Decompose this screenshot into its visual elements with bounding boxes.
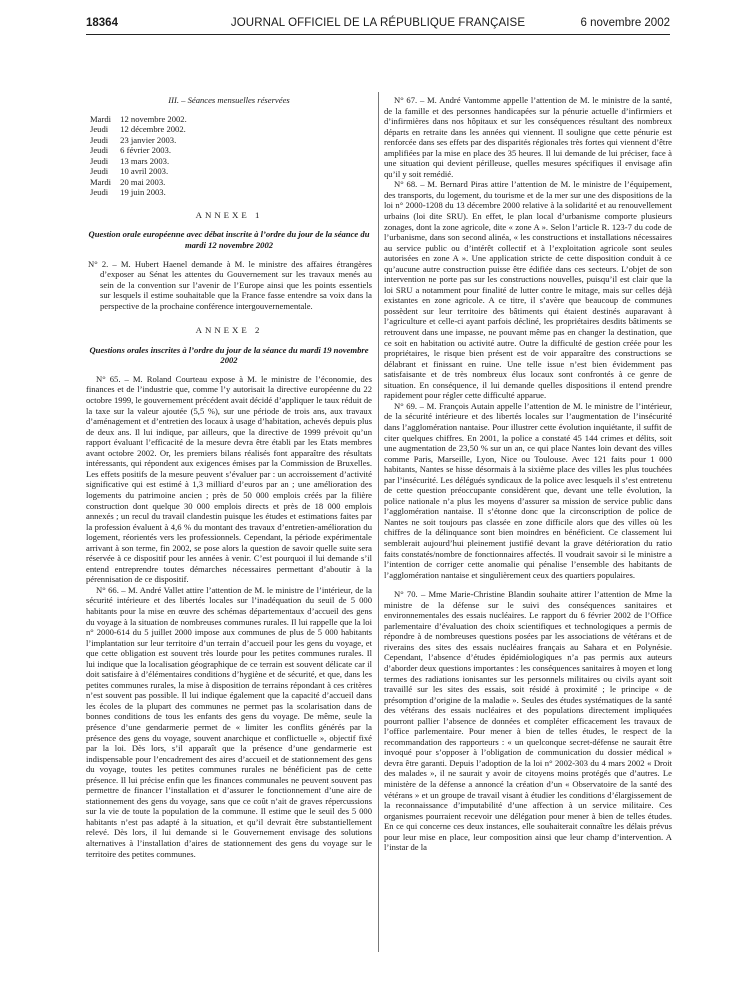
schedule-day: Mardi	[90, 113, 112, 124]
annex-2-subtitle: Questions orales inscrites à l’ordre du jour de la séance du mardi 19 novembre 2002	[89, 344, 369, 366]
schedule-date: 6 février 2003.	[120, 145, 171, 156]
schedule-date: 12 novembre 2002.	[120, 113, 187, 124]
schedule-day: Jeudi	[90, 155, 109, 166]
page-header	[86, 14, 670, 35]
schedule-day: Jeudi	[90, 166, 109, 177]
schedule-row	[90, 145, 372, 156]
schedule-date: 19 juin 2003.	[120, 187, 166, 198]
schedule-day: Jeudi	[90, 145, 109, 156]
schedule-row	[90, 156, 372, 167]
schedule-date: 12 décembre 2002.	[120, 124, 186, 135]
schedule-date: 13 mars 2003.	[120, 155, 170, 166]
schedule-date: 20 mai 2003.	[120, 176, 166, 187]
column-divider	[378, 92, 379, 952]
schedule-row	[90, 177, 372, 188]
schedule-date: 10 avril 2003.	[120, 166, 169, 177]
schedule-row	[90, 135, 372, 146]
annex-1-subtitle: Question orale européenne avec débat inscrite à l’ordre du jour de la séance du mardi 12 novembre 2002	[88, 229, 370, 251]
section-title: III. – Séances mensuelles réservées	[168, 95, 290, 105]
right-column	[384, 95, 672, 853]
schedule-day: Jeudi	[90, 187, 109, 198]
question-67: N° 67. – M. André Vantomme appelle l’attention de M. le ministre de la santé, de la famille et des personnes handicapées sur la pénurie actuelle d’infirmiers et d’infirmières dans nos hôpitaux et sur les conséquences résultant des nombreux départs en retraite dans les années qui viennent. Il souligne que cette pénurie est renforcée dans ses effets par des disparités régionales très fortes qui viennent d’être amplifiées par la mise en place des 35 heures. Il lui demande de lui préciser, face à une situation qui devient périlleuse, quelles mesures spécifiques il envisage afin qu’il y soit remédié.	[384, 95, 672, 179]
schedule-row	[90, 114, 372, 125]
schedule-row	[90, 124, 372, 135]
question-70: N° 70. – Mme Marie-Christine Blandin souhaite attirer l’attention de Mme la ministre de la défense sur le suivi des conséquences sanitaires et environnementales des essais nucléaires. Le rapport du 6 février 2002 de l’Office parlementaire d’évaluation des choix scientifiques et technologiques a permis de répondre à de nombreuses questions posées par les associations de vétérans et de riverains des sites des essais nucléaires français au Sahara et en Polynésie. Cependant, l’absence d’études épidémiologiques n’a pas permis aux auteurs d’aborder deux questions importantes : les conséquences sanitaires à moyen et long termes des radiations ionisantes sur les personnels militaires ou civils ayant soit travaillé sur les sites des essais, soit résidé à proximité ; le principe « de présomption d’origine de la maladie ». Seules des études systématiques de la santé des vétérans des essais nucléaires et des populations directement impliquées pourront pallier l’absence de données et compléter efficacement les travaux de l’office parlementaire. Pour mener à bien de telles études, le respect de la recommandation des rapporteurs : « un quelconque secret-défense ne saurait être invoqué pour s’opposer à l’obligation de communication du dossier médical » devra être garanti. Depuis l’adoption de la loi n° 2002-303 du 4 mars 2002 « Droit des malades », il ne saurait y avoir de citoyens moins protégés que d’autres. Le ministère de la défense a annoncé la création d’un « Observatoire de la santé des vétérans » et un groupe de travail visant à étudier les conditions d’élargissement de la reconnaissance d’imputabilité d’une affection à un service militaire. Ces organismes pourraient recevoir une délégation pour mener à bien de telles études. En ce qui concerne ces deux instances, elle souhaiterait connaître les délais prévus pour leur mise en place, leur composition ainsi que leur champ d’intervention. A l’instar de la	[384, 589, 672, 853]
schedule-day: Mardi	[90, 176, 112, 187]
question-69: N° 69. – M. François Autain appelle l’attention de M. le ministre de l’intérieur, de la sécurité intérieure et des libertés locales sur l’augmentation de l’insécurité dans l’agglomération nantaise. Pour illustrer cette évolution inquiétante, il suffit de citer quelques chiffres. En 2001, la police a constaté 45 144 crimes et délits, soit une augmentation de 23,50 % sur un an, ce qui place Nantes loin devant des villes comme Paris, Marseille, Lyon, Nice ou Toulouse. Avec 121 faits pour 1 000 habitants, Nantes se hisse désormais à la sixième place des villes les plus touchées par l’insécurité. Les délégués syndicaux de la police avec lesquels il s’est entretenu de cette question préoccupante considèrent que, devant une telle évolution, la police nationale n’a plus les moyens d’assurer sa mission de service public dans l’agglomération nantaise. Il s’étonne donc que la circonscription de police de Nantes ne soit toujours pas classée en zone difficile alors que des villes où les chiffres de la délinquance sont bien moindres en bénéficient. Ce classement lui semblerait aujourd’hui pleinement justifié devant la grave détérioration du ratio faits constatés/nombre de fonctionnaires affectés. Il voudrait savoir si le ministre a l’intention de corriger cette anomalie qui pénalise l’ensemble des habitants de l’agglomération nantaise et singulièrement ceux des quartiers populaires.	[384, 400, 672, 580]
question-68: N° 68. – M. Bernard Piras attire l’attention de M. le ministre de l’équipement, des transports, du logement, du tourisme et de la mer sur une des dispositions de la loi n° 2000-1208 du 13 décembre 2000 relative à la solidarité et au renouvellement urbains (loi dite SRU). En effet, le plan local d’urbanisme comporte plusieurs zonages, dont la zone agricole, dite « zone A ». Selon l’article R. 123-7 du code de l’urbanisme, dans son second alinéa, « les constructions et installations nécessaires au service public ou d’intérêt collectif et à l’exploitation agricole sont seules autorisées en zone A ». Une application stricte de cette disposition conduit à ce qu’aucune autre construction puisse être édifiée dans ces secteurs. L’objet de son intervention ne porte pas sur les constructions nouvelles, puisqu’il est clair que la loi SRU a notamment pour finalité de lutter contre le mitage, mais sur celles déjà existantes en zone agricole. A ce titre, il s’avère que beaucoup de communes possèdent sur leur territoire des bâtiments qui étaient destinés auparavant à l’agriculture et celle-ci ayant parfois décliné, les propriétaires desdits bâtiments se retrouvent dans une impasse, ne pouvant même pas en changer la destination, que ce soit en habitation ou activité autre. Outre la difficulté de gestion créée pour les propriétaires, le risque bien présent est de voir apparaître des constructions se délabrant et finissant en ruine. Une telle issue n’est bien évidemment pas satisfaisante et de très nombreux élus locaux sont confrontés à ce genre de situation. En conséquence, il lui demande quelles dispositions il entend prendre rapidement pour régler cette difficulté apparue.	[384, 179, 672, 401]
journal-title: JOURNAL OFFICIEL DE LA RÉPUBLIQUE FRANÇAISE	[230, 17, 526, 29]
issue-date: 6 novembre 2002	[580, 17, 670, 29]
annex-1-title: ANNEXE 1	[195, 209, 263, 220]
schedule-day: Jeudi	[90, 124, 109, 135]
schedule-date: 23 janvier 2003.	[120, 134, 177, 145]
session-schedule	[90, 114, 372, 198]
left-column	[86, 95, 372, 859]
schedule-row	[90, 166, 372, 177]
page-number: 18364	[86, 17, 118, 29]
question-65: N° 65. – M. Roland Courteau expose à M. le ministre de l’économie, des finances et de l’industrie que, comme l’y autorisait la directive européenne du 22 octobre 1999, le gouvernement précédent avait décidé d’appliquer le taux réduit de la taxe sur la valeur ajoutée (5,5 %), sur une période de trois ans, aux travaux d’aménagement et d’entretien des locaux à usage d’habitation, achevés depuis plus de deux ans. Il lui indique, par ailleurs, que la directive de 1999 prévoit qu’un rapport évaluant l’efficacité de la mesure devra être établi par les Etats membres avant octobre 2002. Or, les premiers bilans réalisés font apparaître des résultats intéressants, qui répondent aux exigences émises par la Commission de Bruxelles. Les effets positifs de la mesure peuvent s’évaluer par : un accroissement d’activité significative qui est estimé à 1,3 milliard d’euros par an ; une amélioration des logements du patrimoine ancien ; près de 50 000 emplois créés par la filière construction dont quelque 30 000 emplois directs et près de 18 000 emplois annexés ; un recul du travail clandestin puisque les études et estimations faites par la profession évaluent à 4,6 % du montant des travaux d’entretien-amélioration du logement, réorientés vers les professionnels. Cependant, la période expérimentale arrivant à son terme, fin 2002, se pose alors la question de savoir quelle suite sera réservée à ce dispositif pour les années à venir. C’est pourquoi il lui demande s’il entend entreprendre toutes démarches nécessaires permettant d’aboutir à la pérennisation de ce dispositif.	[86, 373, 372, 585]
schedule-row	[90, 187, 372, 198]
schedule-day: Jeudi	[90, 134, 109, 145]
question-2: N° 2. – M. Hubert Haenel demande à M. le ministre des affaires étrangères d’exposer au Sénat les attentes du Gouvernement sur les travaux menés au sein de la convention sur l’avenir de l’Europe ainsi que les points essentiels sur lesquels il estime souhaitable que la France fasse entendre sa voix dans la perspective de la prochaine conférence intergouvernementale.	[88, 258, 372, 311]
question-66: N° 66. – M. André Vallet attire l’attention de M. le ministre de l’intérieur, de la sécurité intérieure et des libertés locales sur l’inadéquation du seuil de 5 000 habitants pour la mise en œuvre des schémas départementaux d’accueil des gens du voyage à la situation de nombreuses communes rurales. Il lui rappelle que la loi n° 2000-614 du 5 juillet 2000 impose aux communes de plus de 5 000 habitants l’implantation sur leur territoire d’un terrain d’accueil pour les gens du voyage, et que cette obligation est souvent très lourde pour les petites communes rurales. Il lui indique que la localisation géographique de ce terrain est souvent délicate car il doit satisfaire à d’élémentaires conditions d’hygiène et de sécurité, et que, dans les petites communes rurales, la mise à disposition de terrains répondant à ces critères n’est souvent pas possible. Il lui indique également que la capacité d’accueil dans les écoles de la plupart des communes ne permet pas la scolarisation dans de bonnes conditions de tous les enfants des gens du voyage. De même, seule la présence d’une gendarmerie permet de « limiter les conflits générés par la présence des gens du voyage, souvent anarchique et conflictuelle », objectif fixé par la loi. Dès lors, s’il apparaît que la présence d’une gendarmerie est indispensable pour l’encadrement des aires d’accueil et de stationnement des gens du voyage, toutes les petites communes rurales ne bénéficient pas de cette présence. Il lui précise enfin que les finances communales ne peuvent souvent pas permettre de financer l’installation et d’assurer le fonctionnement d’une aire de stationnement des gens du voyage, sans que ce coût n’ait de graves répercussions sur la vie de toute la population de la commune. Il estime que le seuil des 5 000 habitants n’est pas adapté à la situation, et qu’il devrait être substantiellement relevé. Dès lors, il lui demande si le Gouvernement envisage des solutions alternatives à l’installation d’aires de stationnement des gens du voyage sur le territoire des petites communes.	[86, 584, 372, 859]
annex-2-title: ANNEXE 2	[195, 325, 263, 336]
